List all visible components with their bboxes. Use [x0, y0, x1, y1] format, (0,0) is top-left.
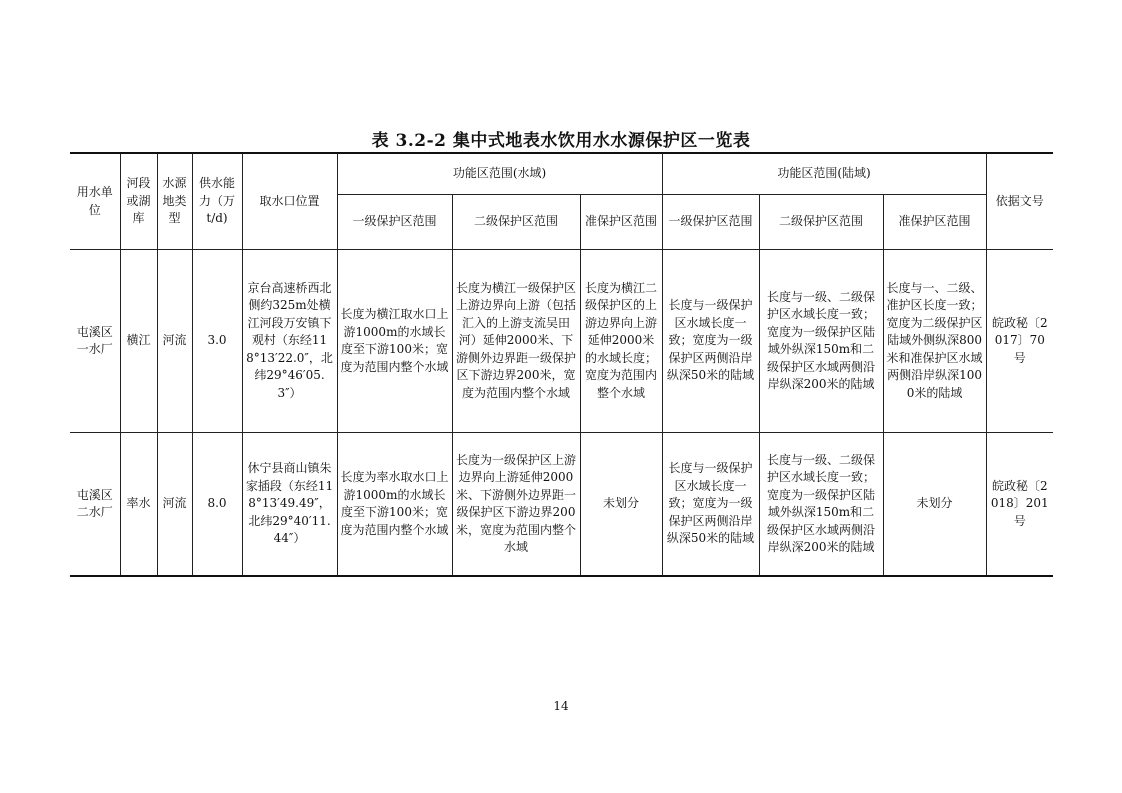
- header-basis: 依据文号: [986, 153, 1053, 250]
- cell-water-level1: 长度为横江取水口上游1000m的水域长度至下游100米；宽度为范围内整个水域: [337, 250, 452, 433]
- cell-source-type: 河流: [157, 250, 192, 433]
- cell-intake: 休宁县商山镇朱家插段（东经118°13′49.49″，北纬29°40′11.44″）: [242, 433, 337, 577]
- cell-land-level2: 长度与一级、二级保护区水域长度一致；宽度为一级保护区陆域外纵深150m和二级保护区水域两侧沿岸纵深200米的陆域: [759, 250, 883, 433]
- cell-river: 横江: [120, 250, 157, 433]
- table-row: [70, 433, 1053, 577]
- header-capacity: 供水能力（万t/d): [192, 153, 242, 250]
- cell-water-quasi: 未划分: [580, 433, 662, 577]
- cell-river: 率水: [120, 433, 157, 577]
- cell-land-quasi: 长度与一、二级、准护区长度一致；宽度为二级保护区陆域外侧纵深800米和准保护区水域两侧沿岸纵深1000米的陆域: [883, 250, 986, 433]
- cell-land-level1: 长度与一级保护区水域长度一致；宽度为一级保护区两侧沿岸纵深50米的陆域: [662, 250, 759, 433]
- cell-water-level2: 长度为一级保护区上游边界向上游延伸2000米、下游侧外边界距一级保护区下游边界200米，宽度为范围内整个水域: [452, 433, 580, 577]
- table-title: 表 3.2-2 集中式地表水饮用水水源保护区一览表: [371, 131, 751, 151]
- table-row: [70, 250, 1053, 433]
- cell-land-quasi: 未划分: [883, 433, 986, 577]
- cell-capacity: 8.0: [192, 433, 242, 577]
- cell-capacity: 3.0: [192, 250, 242, 433]
- cell-basis: 皖政秘〔2017〕70号: [986, 250, 1053, 433]
- header-water-level1: 一级保护区范围: [337, 195, 452, 250]
- header-land-level1: 一级保护区范围: [662, 195, 759, 250]
- header-water-level2: 二级保护区范围: [452, 195, 580, 250]
- protection-zone-table: [70, 152, 1053, 577]
- header-land-level2: 二级保护区范围: [759, 195, 883, 250]
- cell-basis: 皖政秘〔2018〕201号: [986, 433, 1053, 577]
- cell-unit: 屯溪区二水厂: [70, 433, 120, 577]
- cell-water-quasi: 长度为横江二级保护区的上游边界向上游延伸2000米的水域长度；宽度为范围内整个水域: [580, 250, 662, 433]
- header-intake: 取水口位置: [242, 153, 337, 250]
- page-number: 14: [553, 699, 569, 713]
- cell-intake: 京台高速桥西北侧约325m处横江河段万安镇下观村（东经118°13′22.0″，北纬29°46′05.3″）: [242, 250, 337, 433]
- header-water-group: 功能区范围(水域): [337, 153, 662, 195]
- cell-land-level1: 长度与一级保护区水域长度一致；宽度为一级保护区两侧沿岸纵深50米的陆域: [662, 433, 759, 577]
- header-land-group: 功能区范围(陆域): [662, 153, 986, 195]
- cell-land-level2: 长度与一级、二级保护区水域长度一致；宽度为一级保护区陆域外纵深150m和二级保护区水域两侧沿岸纵深200米的陆域: [759, 433, 883, 577]
- cell-unit: 屯溪区一水厂: [70, 250, 120, 433]
- cell-water-level2: 长度为横江一级保护区上游边界向上游（包括汇入的上游支流吴田河）延伸2000米、下游侧外边界距一级保护区下游边界200米，宽度为范围内整个水域: [452, 250, 580, 433]
- cell-source-type: 河流: [157, 433, 192, 577]
- header-unit: 用水单位: [70, 153, 120, 250]
- header-source-type: 水源地类型: [157, 153, 192, 250]
- cell-water-level1: 长度为率水取水口上游1000m的水域长度至下游100米；宽度为范围内整个水域: [337, 433, 452, 577]
- header-land-quasi: 准保护区范围: [883, 195, 986, 250]
- header-river: 河段或湖库: [120, 153, 157, 250]
- header-water-quasi: 准保护区范围: [580, 195, 662, 250]
